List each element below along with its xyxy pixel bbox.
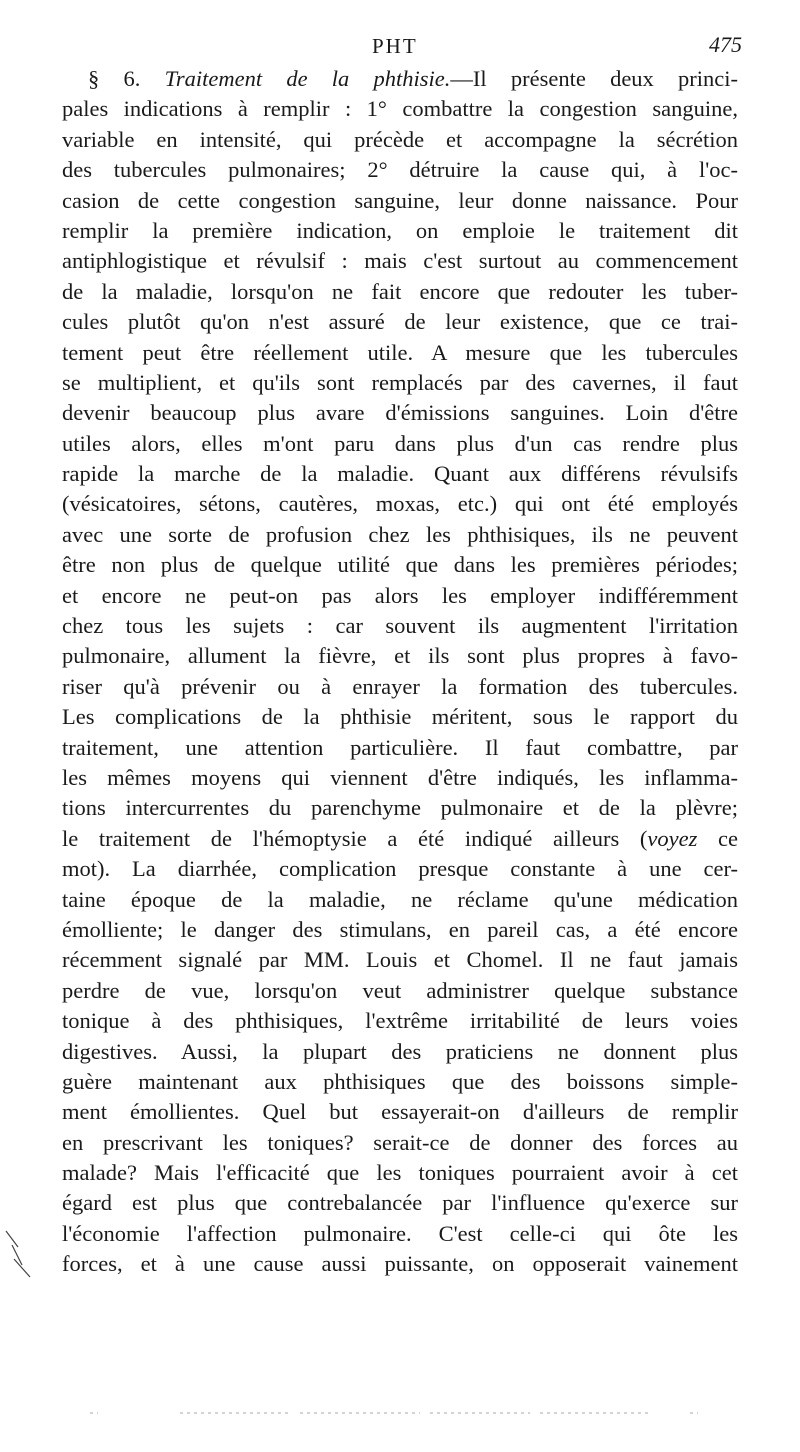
- text-line: cules plutôt qu'on n'est assuré de leur existence, que ce trai-: [62, 309, 738, 335]
- text-line: remplir la première indication, on emploie le traitement dit: [62, 217, 738, 243]
- scan-artifact-line: [90, 1408, 720, 1418]
- text-line: récemment signalé par MM. Louis et Chomel. Il ne faut jamais: [62, 947, 738, 973]
- text-line: et encore ne peut-on pas alors les employer indifféremment: [62, 582, 738, 608]
- text-line: guère maintenant aux phthisiques que des boissons simple-: [62, 1068, 738, 1094]
- page-number: 475: [709, 32, 742, 57]
- text-line: se multiplient, et qu'ils sont remplacés par des cavernes, il faut: [62, 369, 738, 395]
- text-line: mot). La diarrhée, complication presque constante à une cer-: [62, 856, 738, 882]
- text-line: devenir beaucoup plus avare d'émissions sanguines. Loin d'être: [62, 400, 738, 426]
- text-line: casion de cette congestion sanguine, leur donne naissance. Pour: [62, 187, 738, 213]
- text-line: malade? Mais l'efficacité que les toniques pourraient avoir à cet: [62, 1160, 738, 1186]
- text-line: des tubercules pulmonaires; 2° détruire la cause qui, à l'oc-: [62, 157, 738, 183]
- text-line: digestives. Aussi, la plupart des praticiens ne donnent plus: [62, 1038, 738, 1064]
- running-title: PHT: [372, 34, 418, 58]
- section-text: [62, 64, 738, 1280]
- text-line: antiphlogistique et révulsif : mais c'est surtout au commencement: [62, 248, 738, 274]
- text-line: tions intercurrentes du parenchyme pulmonaire et de la plèvre;: [62, 795, 738, 821]
- text-line: variable en intensité, qui précède et accompagne la sécrétion: [62, 126, 738, 152]
- margin-scratch-marks: [0, 1225, 40, 1285]
- text-line: être non plus de quelque utilité que dans les premières périodes;: [62, 552, 738, 578]
- text-line: perdre de vue, lorsqu'on veut administrer quelque substance: [62, 977, 738, 1003]
- text-line: ment émollientes. Quel but essayerait-on d'ailleurs de remplir: [62, 1099, 738, 1125]
- text-line: tonique à des phthisiques, l'extrême irritabilité de leurs voies: [62, 1008, 738, 1034]
- text-line: chez tous les sujets : car souvent ils augmentent l'irritation: [62, 613, 738, 639]
- text-line: pulmonaire, allument la fièvre, et ils sont plus propres à favo-: [62, 643, 738, 669]
- text-line: utiles alors, elles m'ont paru dans plus d'un cas rendre plus: [62, 430, 738, 456]
- text-line: forces, et à une cause aussi puissante, on opposerait vainement: [62, 1251, 738, 1277]
- text-line: pales indications à remplir : 1° combattre la congestion sanguine,: [62, 96, 738, 122]
- text-line: tement peut être réellement utile. A mesure que les tubercules: [62, 339, 738, 365]
- text-line: avec une sorte de profusion chez les phthisiques, ils ne peuvent: [62, 521, 738, 547]
- text-line: le traitement de l'hémoptysie a été indiqué ailleurs (voyez ce: [62, 825, 738, 851]
- text-line: traitement, une attention particulière. Il faut combattre, par: [62, 734, 738, 760]
- text-line: de la maladie, lorsqu'on ne fait encore que redouter les tuber-: [62, 278, 738, 304]
- text-line: riser qu'à prévenir ou à enrayer la formation des tubercules.: [62, 673, 738, 699]
- text-line: en prescrivant les toniques? serait-ce de donner des forces au: [62, 1129, 738, 1155]
- text-line: Les complications de la phthisie méritent, sous le rapport du: [62, 704, 738, 730]
- running-header: [62, 32, 742, 64]
- text-line: l'économie l'affection pulmonaire. C'est celle-ci qui ôte les: [62, 1220, 738, 1246]
- text-line: égard est plus que contrebalancée par l'influence qu'exerce sur: [62, 1190, 738, 1216]
- text-line: émolliente; le danger des stimulans, en pareil cas, a été encore: [62, 916, 738, 942]
- text-line: taine époque de la maladie, ne réclame qu'une médication: [62, 886, 738, 912]
- text-line: rapide la marche de la maladie. Quant aux différens révulsifs: [62, 461, 738, 487]
- text-line: (vésicatoires, sétons, cautères, moxas, etc.) qui ont été employés: [62, 491, 738, 517]
- text-line: § 6. Traitement de la phthisie.—Il présente deux princi-: [88, 66, 738, 91]
- text-line: les mêmes moyens qui viennent d'être indiqués, les inflamma-: [62, 764, 738, 790]
